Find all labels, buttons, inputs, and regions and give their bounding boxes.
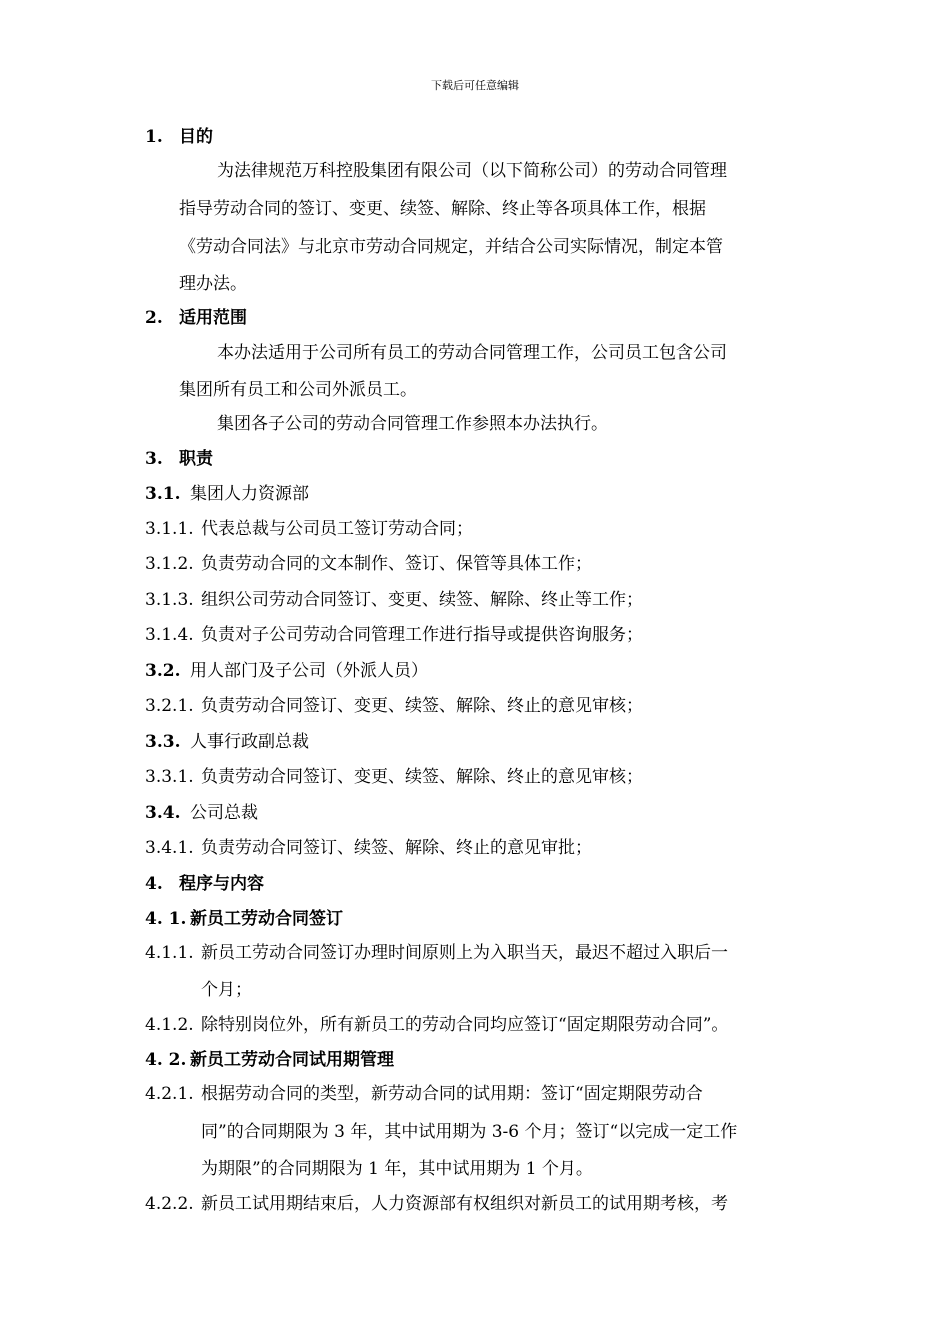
section-title: 适用范围	[179, 308, 247, 328]
section-number: 4.	[145, 874, 163, 894]
section-number: 2.	[145, 308, 163, 328]
section-title: 程序与内容	[179, 874, 264, 894]
section-title: 职责	[179, 449, 213, 469]
section-number: 1.	[145, 127, 163, 147]
page-header-note: 下载后可任意编辑	[431, 79, 519, 92]
section-number: 3.	[145, 449, 163, 469]
section-title: 目的	[179, 127, 213, 147]
